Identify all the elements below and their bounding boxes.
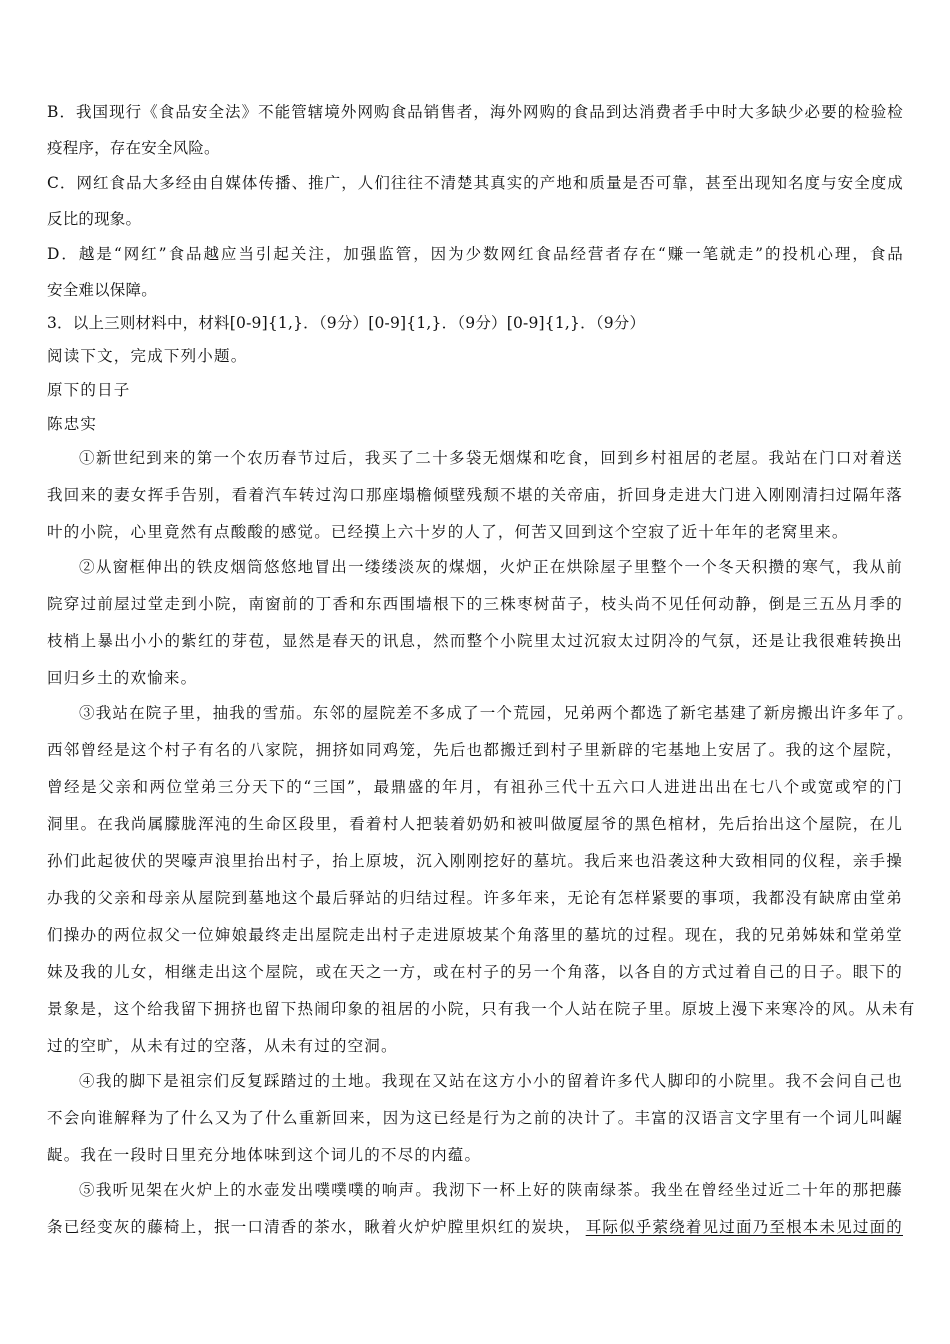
paragraph-2-line-2: 院穿过前屋过堂走到小院，南窗前的丁香和东西围墙根下的三株枣树苗子，枝头尚不见任何动静，倒是三五丛月季的 <box>47 595 903 613</box>
option-c-line-1: C．网红食品大多经由自媒体传播、推广，人们往往不清楚其真实的产地和质量是否可靠，甚至出现知名度与安全度成 <box>47 174 903 192</box>
paragraph-1-line-3: 叶的小院，心里竟然有点酸酸的感觉。已经摸上六十岁的人了，何苦又回到这个空寂了近十年年的老窝里来。 <box>47 523 849 541</box>
paragraph-2-line-4: 回归乡土的欢愉来。 <box>47 669 198 687</box>
option-b-line-1: B．我国现行《食品安全法》不能管辖境外网购食品销售者，海外网购的食品到达消费者手中时大多缺少必要的检验检 <box>47 103 903 121</box>
paragraph-3-line-2: 西邻曾经是这个村子有名的八家院，拥挤如同鸡笼，先后也都搬迁到村子里新辟的宅基地上安居了。我的这个屋院， <box>47 741 903 759</box>
paragraph-3-line-6: 办我的父亲和母亲从屋院到墓地这个最后驿站的归结过程。许多年来，无论有怎样紧要的事项，我都没有缺席由堂弟 <box>47 889 903 907</box>
paragraph-4-line-1: ④我的脚下是祖宗们反复踩踏过的土地。我现在又站在这方小小的留着许多代人脚印的小院里。我不会问自己也 <box>79 1072 903 1090</box>
paragraph-4-line-2: 不会向谁解释为了什么又为了什么重新回来，因为这已经是行为之前的决计了。丰富的汉语言文字里有一个词儿叫龌 <box>47 1109 903 1127</box>
underlined-sentence: 耳际似乎萦绕着见过面乃至根本未见过面的 <box>585 1218 903 1236</box>
paragraph-3-line-1: ③我站在院子里，抽我的雪茄。东邻的屋院差不多成了一个荒园，兄弟两个都选了新宅基建了新房搬出许多年了。 <box>79 704 915 722</box>
paragraph-5-line-2 <box>47 1217 903 1237</box>
paragraph-3-line-8: 妹及我的儿女，相继走出这个屋院，或在天之一方，或在村子的另一个角落，以各自的方式过着自己的日子。眼下的 <box>47 963 903 981</box>
paragraph-1-line-2: 我回来的妻女挥手告别，看着汽车转过沟口那座塌檐倾壁残颓不堪的关帝庙，折回身走进大门进入刚刚清扫过隔年落 <box>47 486 903 504</box>
article-title: 原下的日子 <box>47 381 131 399</box>
paragraph-3-line-3: 曾经是父亲和两位堂弟三分天下的“三国”，最鼎盛的年月，有祖孙三代十五六口人进进出出在七八个或宽或窄的门 <box>47 778 903 796</box>
option-d-line-2: 安全难以保障。 <box>47 281 157 299</box>
paragraph-3-line-5: 孙们此起彼伏的哭嚎声浪里抬出村子，抬上原坡，沉入刚刚挖好的墓坑。我后来也沿袭这种大致相同的仪程，亲手操 <box>47 852 903 870</box>
reading-instruction: 阅读下文，完成下列小题。 <box>47 347 248 365</box>
paragraph-1-line-1: ①新世纪到来的第一个农历春节过后，我买了二十多袋无烟煤和吃食，回到乡村祖居的老屋。我站在门口对着送 <box>79 449 903 467</box>
question-3: 3．以上三则材料中，材料[0-9]{1,}．（9分）[0-9]{1,}．（9分）[0-9]{1,}．（9分） <box>47 314 646 332</box>
option-b-line-2: 疫程序，存在安全风险。 <box>47 139 220 157</box>
option-c-line-2: 反比的现象。 <box>47 210 142 228</box>
paragraph-3-line-7: 们操办的两位叔父一位婶娘最终走出屋院走出村子走进原坡某个角落里的墓坑的过程。现在，我的兄弟姊妹和堂弟堂 <box>47 926 903 944</box>
paragraph-3-line-10: 过的空旷，从未有过的空落，从未有过的空洞。 <box>47 1037 398 1055</box>
paragraph-4-line-3: 龊。我在一段时日里充分地体味到这个词儿的不尽的内蕴。 <box>47 1146 482 1164</box>
option-d-line-1: D．越是“网红”食品越应当引起关注，加强监管，因为少数网红食品经营者存在“赚一笔就走”的投机心理，食品 <box>47 245 903 263</box>
article-author: 陈忠实 <box>47 415 98 433</box>
paragraph-5-line-1: ⑤我听见架在火炉上的水壶发出噗噗噗的响声。我沏下一杯上好的陕南绿茶。我坐在曾经坐过近二十年的那把藤 <box>79 1181 903 1199</box>
paragraph-2-line-3: 枝梢上暴出小小的紫红的芽苞，显然是春天的讯息，然而整个小院里太过沉寂太过阴冷的气氛，还是让我很难转换出 <box>47 632 903 650</box>
paragraph-5-line-2-text: 条已经变灰的藤椅上，抿一口清香的茶水，瞅着火炉炉膛里炽红的炭块， <box>47 1218 582 1236</box>
paragraph-2-line-1: ②从窗框伸出的铁皮烟筒悠悠地冒出一缕缕淡灰的煤烟，火炉正在烘除屋子里整个一个冬天积攒的寒气，我从前 <box>79 558 903 576</box>
paragraph-3-line-9: 景象是，这个给我留下拥挤也留下热闹印象的祖居的小院，只有我一个人站在院子里。原坡上漫下来寒冷的风。从未有 <box>47 1000 916 1018</box>
paragraph-3-line-4: 洞里。在我尚属朦胧浑沌的生命区段里，看着村人把装着奶奶和被叫做厦屋爷的黑色棺材，先后抬出这个屋院，在儿 <box>47 815 903 833</box>
